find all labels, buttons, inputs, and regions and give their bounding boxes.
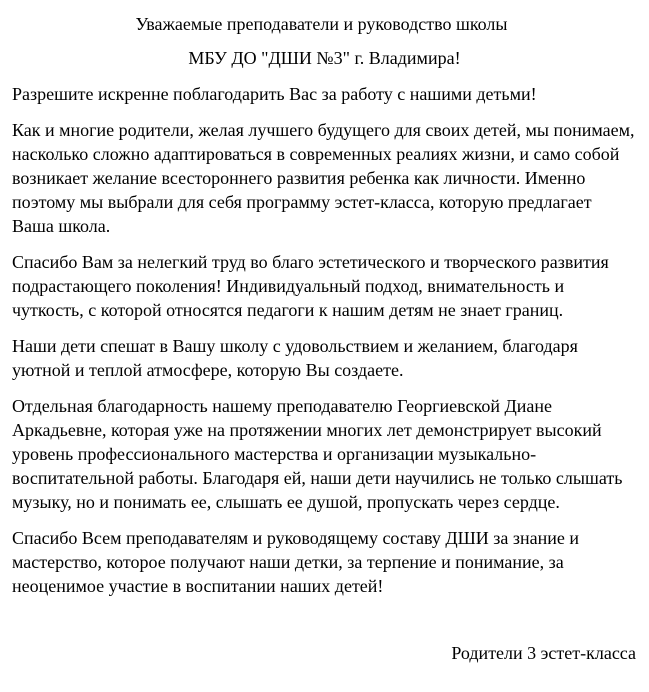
paragraph-atmosphere: Наши дети спешат в Вашу школу с удовольствием и желанием, благодаря уютной и теплой атмосфере, которую Вы создаете. xyxy=(12,336,578,380)
paragraph-choice: Как и многие родители, желая лучшего будущего для своих детей, мы понимаем, насколько сложно адаптироваться в современных реалиях жизни, и само собой возникает желание всестороннего развития ребенка как личности. Именно поэтому мы выбрали для себя программу эстет-класса, которую предлагает Ваша школа. xyxy=(12,120,635,236)
paragraph-final-thanks: Спасибо Всем преподавателям и руководящему составу ДШИ за знание и мастерство, которое получают наши детки, за терпение и понимание, за неоценимое участие в воспитании наших детей! xyxy=(12,528,579,596)
letter-title-line-1: Уважаемые преподаватели и руководство школы xyxy=(135,14,508,34)
letter-title-line-2: МБУ ДО "ДШИ №3" г. Владимира! xyxy=(188,48,461,68)
paragraph-teacher-gratitude: Отдельная благодарность нашему преподавателю Георгиевской Диане Аркадьевне, которая уже на протяжении многих лет демонстрирует высокий уровень профессионального мастерства и организации музыкально-воспитательной работы. Благодаря ей, наши дети научились не только слышать музыку, но и понимать ее, слышать ее душой, пропускать через сердце. xyxy=(12,396,623,512)
paragraph-thanks: Спасибо Вам за нелегкий труд во благо эстетического и творческого развития подрастающего поколения! Индивидуальный подход, внимательность и чуткость, с которой относятся педагоги к нашим детям не знает границ. xyxy=(12,252,609,320)
letter-signature: Родители 3 эстет-класса xyxy=(451,643,636,663)
paragraph-greeting: Разрешите искренне поблагодарить Вас за работу с нашими детьми! xyxy=(12,84,537,104)
